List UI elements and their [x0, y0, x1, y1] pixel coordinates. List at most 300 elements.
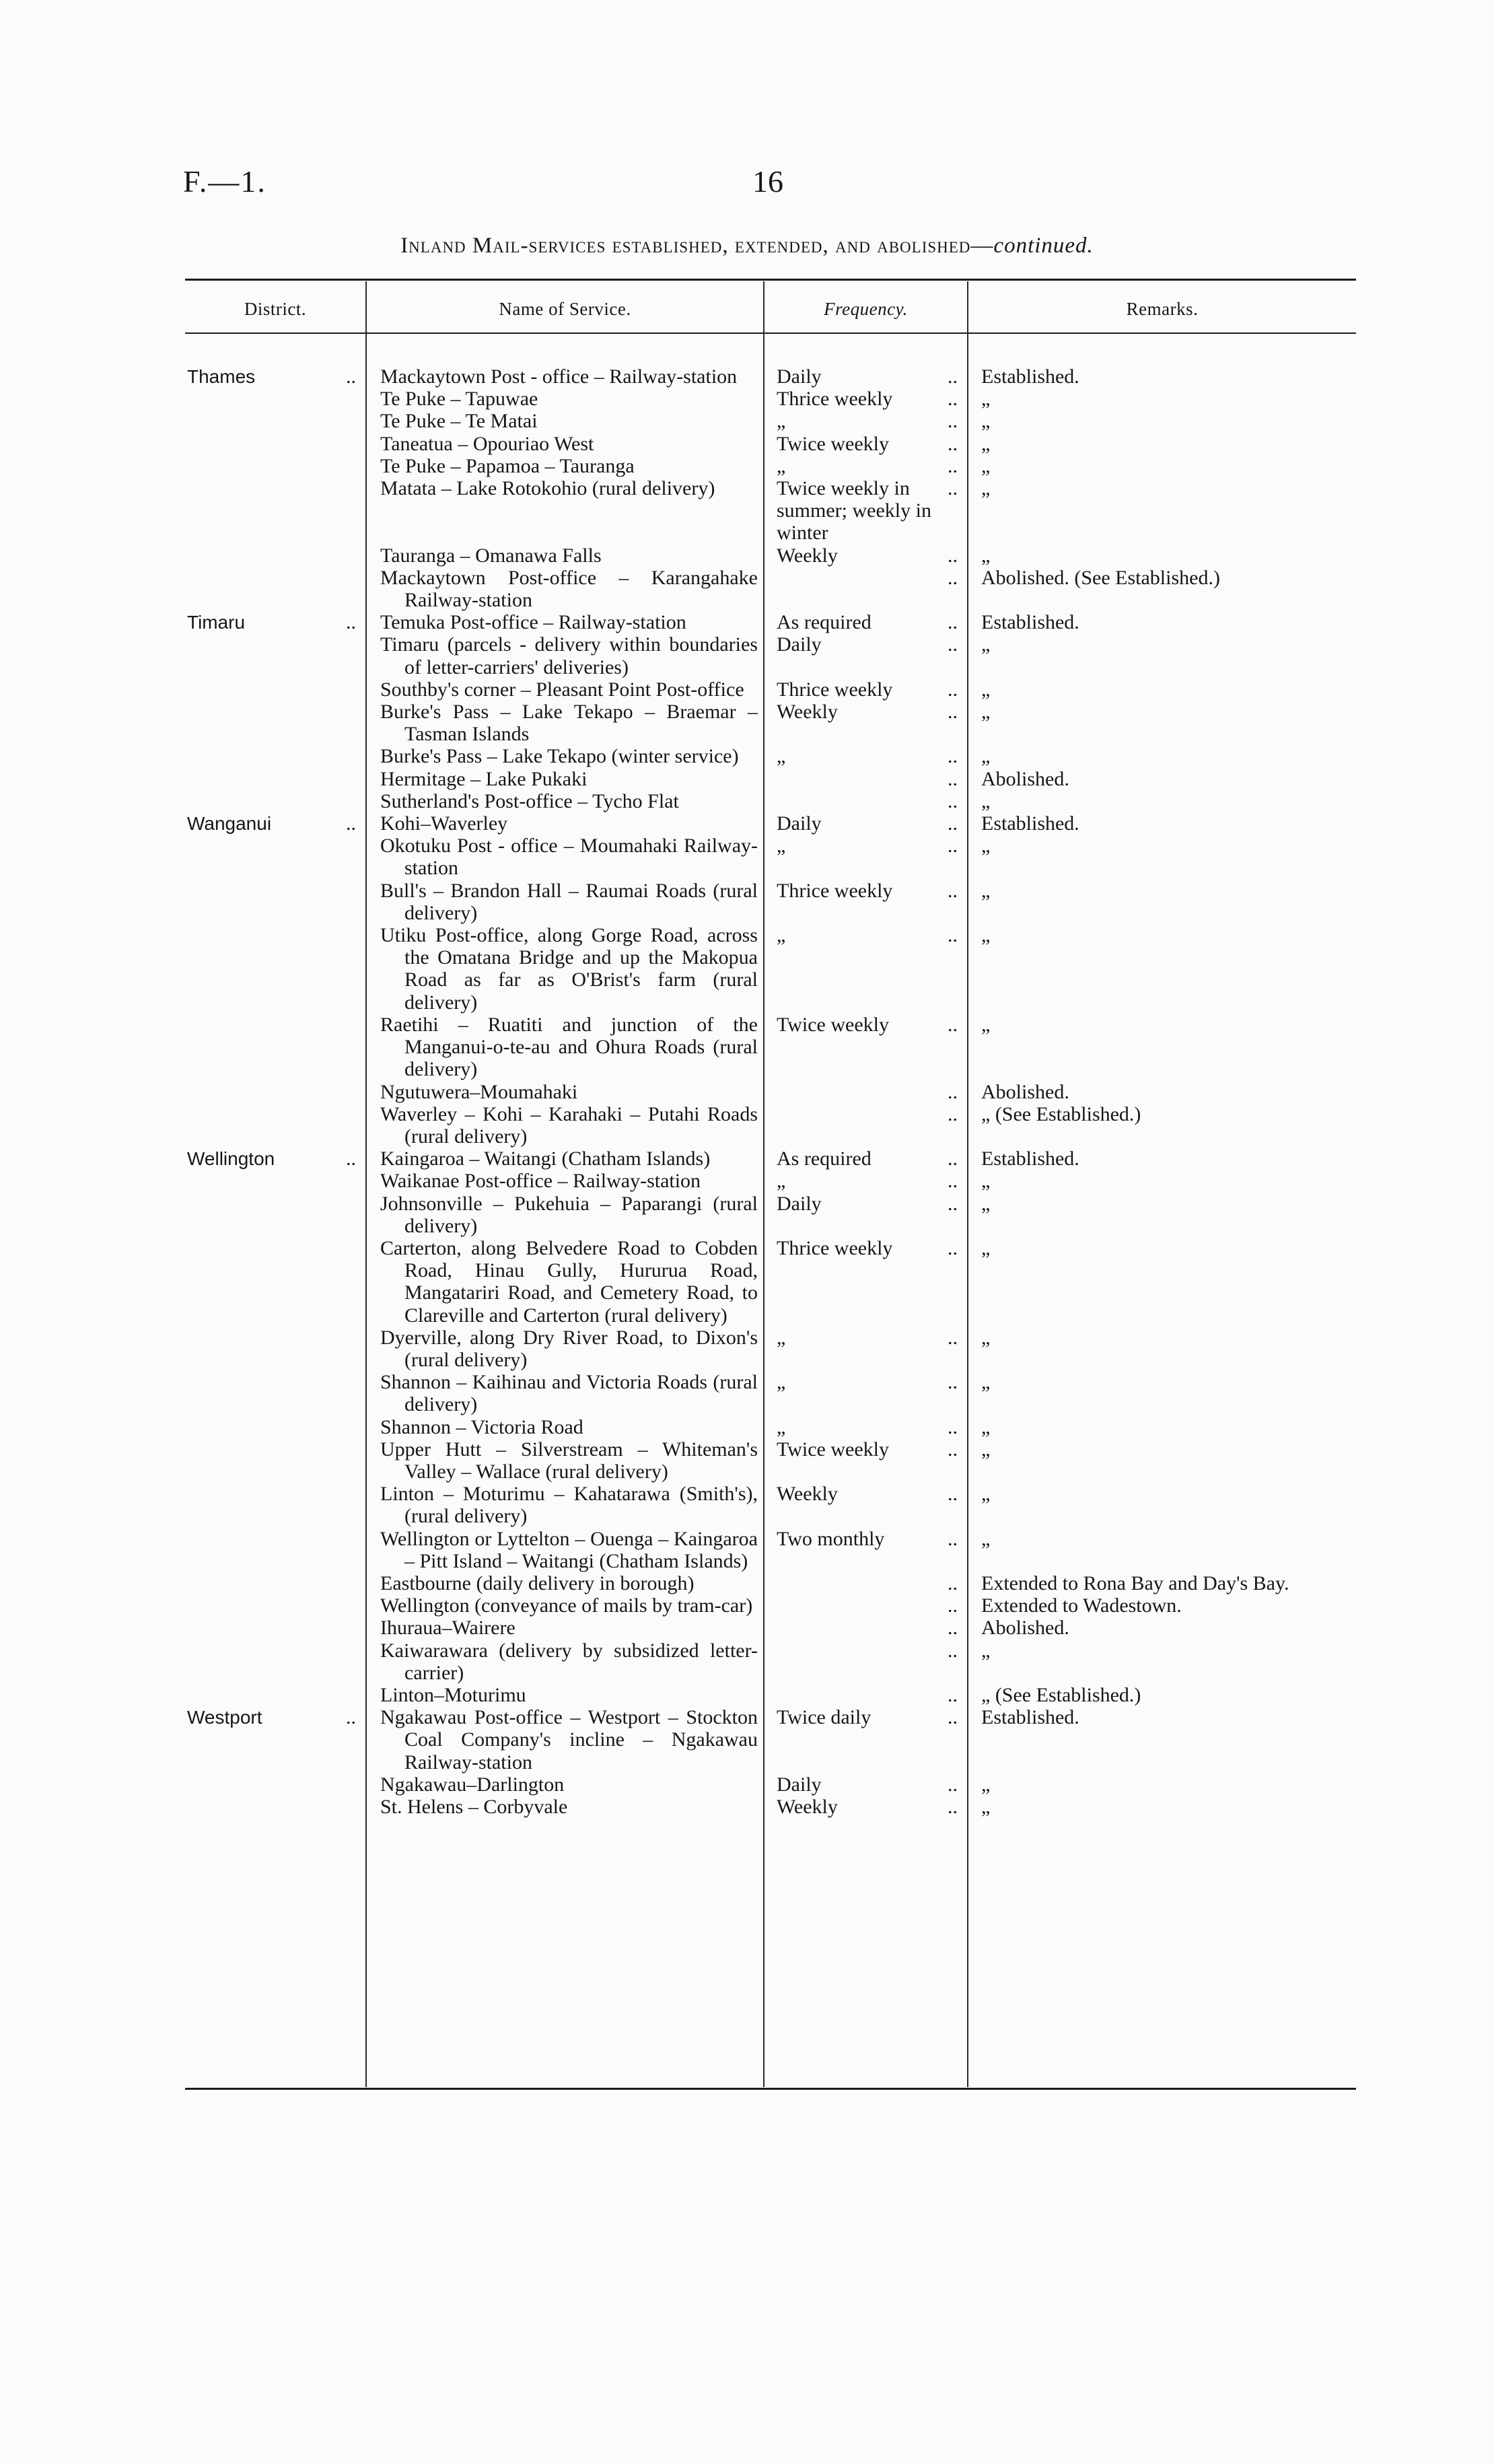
service-name: Bull's – Brandon Hall – Raumai Roads (rural delivery) — [380, 879, 758, 924]
remarks-cell — [967, 1684, 1356, 1706]
service-cell — [365, 1416, 763, 1438]
district-cell — [185, 365, 365, 388]
remarks-value: „ — [981, 633, 991, 656]
frequency-cell — [763, 1103, 967, 1148]
frequency-value: Thrice weekly — [777, 879, 893, 902]
remarks-value: „ — [981, 1527, 991, 1550]
leader-dots: .. — [948, 1683, 958, 1706]
service-cell — [365, 1640, 763, 1684]
leader-dots: .. — [948, 1326, 958, 1349]
remarks-cell — [967, 1572, 1356, 1594]
remarks-cell — [967, 433, 1356, 455]
service-name: Waikanae Post-office – Railway-station — [380, 1170, 701, 1193]
remarks-cell — [967, 567, 1356, 611]
page-number: 16 — [752, 164, 783, 199]
table-row — [185, 1170, 1356, 1192]
service-name: Sutherland's Post-office – Tycho Flat — [380, 789, 679, 812]
frequency-value: As required — [777, 611, 872, 634]
service-cell — [365, 745, 763, 767]
table-row — [185, 1528, 1356, 1572]
district-cell — [185, 835, 365, 879]
frequency-cell — [763, 455, 967, 477]
remarks-value: „ — [981, 924, 991, 947]
remarks-value: „ — [981, 879, 991, 902]
frequency-cell — [763, 924, 967, 1014]
service-name: Taneatua – Opouriao West — [380, 432, 594, 455]
remarks-cell — [967, 1014, 1356, 1081]
table-row — [185, 1014, 1356, 1081]
table-row — [185, 1640, 1356, 1684]
service-cell — [365, 1014, 763, 1081]
service-cell — [365, 678, 763, 701]
district-name: Thames — [187, 366, 256, 387]
leader-dots: .. — [948, 1236, 958, 1259]
leader-dots: .. — [948, 1796, 958, 1818]
remarks-value: Established. — [981, 365, 1079, 388]
remarks-cell — [967, 410, 1356, 432]
service-cell — [365, 812, 763, 835]
service-cell — [365, 790, 763, 812]
service-cell — [365, 1684, 763, 1706]
remarks-cell — [967, 1706, 1356, 1773]
service-cell — [365, 1706, 763, 1773]
district-cell — [185, 1193, 365, 1237]
remarks-value: „ — [981, 1170, 991, 1193]
service-cell — [365, 365, 763, 388]
frequency-value: Weekly — [777, 1796, 838, 1818]
remarks-value: „ — [981, 1236, 991, 1259]
frequency-value: „ — [777, 745, 786, 768]
frequency-value: Thrice weekly — [777, 388, 893, 411]
remarks-value: „ (See Established.) — [981, 1683, 1141, 1706]
service-name: Mackaytown Post - office – Railway-station — [380, 365, 738, 388]
frequency-value: „ — [777, 1415, 786, 1438]
district-name: Westport — [187, 1707, 262, 1728]
frequency-cell — [763, 1483, 967, 1527]
frequency-value: Thrice weekly — [777, 678, 893, 701]
frequency-value: Daily — [777, 365, 822, 388]
remarks-cell — [967, 1081, 1356, 1103]
frequency-cell — [763, 678, 967, 701]
header-frequency: Frequency. — [824, 299, 908, 319]
table-row — [185, 745, 1356, 767]
frequency-cell — [763, 880, 967, 924]
leader-dots: .. — [948, 1438, 958, 1460]
table-top-rule — [185, 279, 1356, 281]
remarks-value: „ — [981, 1438, 991, 1460]
service-name: Wellington or Lyttelton – Ouenga – Kaingaroa – Pitt Island – Waitangi (Chatham Islands) — [380, 1527, 758, 1572]
remarks-value: „ — [981, 544, 991, 567]
frequency-value: Daily — [777, 1192, 822, 1215]
leader-dots: .. — [948, 1170, 958, 1193]
remarks-cell — [967, 835, 1356, 879]
service-name: Linton–Moturimu — [380, 1683, 526, 1706]
remarks-value: „ — [981, 701, 991, 724]
remarks-value: „ — [981, 678, 991, 701]
remarks-cell — [967, 1773, 1356, 1796]
district-cell — [185, 1594, 365, 1617]
leader-dots: .. — [948, 544, 958, 567]
district-cell — [185, 1014, 365, 1081]
service-cell — [365, 1237, 763, 1327]
leader-dots: .. — [948, 701, 958, 724]
remarks-value: „ — [981, 1639, 991, 1662]
district-cell — [185, 678, 365, 701]
leader-dots: .. — [948, 454, 958, 477]
remarks-cell — [967, 678, 1356, 701]
service-cell — [365, 633, 763, 678]
frequency-cell — [763, 1617, 967, 1639]
table-row — [185, 1237, 1356, 1327]
frequency-value: Daily — [777, 633, 822, 656]
remarks-cell — [967, 1170, 1356, 1192]
leader-dots: .. — [948, 365, 958, 388]
leader-dots: .. — [948, 924, 958, 947]
district-cell — [185, 1706, 365, 1773]
frequency-cell — [763, 790, 967, 812]
service-name: Raetihi – Ruatiti and junction of the Manganui-o-te-au and Ohura Roads (rural delivery) — [380, 1013, 758, 1081]
remarks-value: Established. — [981, 1706, 1079, 1729]
frequency-cell — [763, 1640, 967, 1684]
remarks-value: „ — [981, 835, 991, 857]
frequency-cell — [763, 1371, 967, 1415]
remarks-cell — [967, 768, 1356, 790]
service-name: Ngakawau Post-office – Westport – Stockton Coal Company's incline – Ngakawau Railway-station — [380, 1706, 758, 1773]
frequency-cell — [763, 812, 967, 835]
frequency-cell — [763, 1193, 967, 1237]
service-name: Matata – Lake Rotokohio (rural delivery) — [380, 477, 715, 500]
remarks-cell — [967, 1103, 1356, 1148]
remarks-value: „ — [981, 1326, 991, 1349]
remarks-value: Established. — [981, 611, 1079, 634]
service-cell — [365, 1371, 763, 1415]
leader-dots: .. — [948, 678, 958, 701]
frequency-value: Twice weekly in summer; weekly in winter — [777, 477, 931, 544]
frequency-cell — [763, 1148, 967, 1170]
service-cell — [365, 544, 763, 567]
remarks-cell — [967, 701, 1356, 745]
district-cell — [185, 410, 365, 432]
service-name: Southby's corner – Pleasant Point Post-office — [380, 678, 744, 701]
table-row — [185, 1572, 1356, 1594]
service-name: Ngakawau–Darlington — [380, 1773, 565, 1796]
district-cell — [185, 1237, 365, 1327]
frequency-cell — [763, 701, 967, 745]
table-row — [185, 1438, 1356, 1483]
frequency-cell — [763, 745, 967, 767]
service-cell — [365, 1148, 763, 1170]
district-cell — [185, 1103, 365, 1148]
frequency-cell — [763, 477, 967, 544]
table-row — [185, 455, 1356, 477]
service-name: Shannon – Kaihinau and Victoria Roads (rural delivery) — [380, 1371, 758, 1416]
service-cell — [365, 1170, 763, 1192]
table-row — [185, 544, 1356, 567]
remarks-value: „ — [981, 1371, 991, 1394]
page-reference: F.—1. — [183, 164, 266, 199]
leader-dots: .. — [948, 1483, 958, 1506]
leader-dots: .. — [948, 879, 958, 902]
frequency-cell — [763, 768, 967, 790]
service-cell — [365, 1483, 763, 1527]
service-name: Utiku Post-office, along Gorge Road, across the Omatana Bridge and up the Makopua Road as far as O'Brist's farm (rural delivery) — [380, 924, 758, 1014]
frequency-cell — [763, 1416, 967, 1438]
frequency-value: „ — [777, 924, 786, 947]
remarks-value: „ — [981, 1796, 991, 1818]
district-cell — [185, 745, 365, 767]
leader-dots: .. — [948, 1639, 958, 1662]
leader-dots: .. — [948, 410, 958, 433]
leader-dots: .. — [948, 789, 958, 812]
frequency-cell — [763, 1014, 967, 1081]
table-bottom-rule — [185, 2088, 1356, 2090]
leader-dots: .. — [346, 1706, 356, 1729]
table-row — [185, 567, 1356, 611]
frequency-cell — [763, 633, 967, 678]
service-name: Shannon – Victoria Road — [380, 1415, 583, 1438]
remarks-cell — [967, 812, 1356, 835]
leader-dots: .. — [346, 611, 356, 634]
frequency-value: Thrice weekly — [777, 1236, 893, 1259]
remarks-cell — [967, 388, 1356, 410]
district-cell — [185, 1617, 365, 1639]
district-cell — [185, 1170, 365, 1192]
frequency-value: Weekly — [777, 701, 838, 724]
leader-dots: .. — [948, 1415, 958, 1438]
frequency-cell — [763, 1594, 967, 1617]
district-name: Wellington — [187, 1148, 275, 1170]
remarks-value: „ — [981, 454, 991, 477]
remarks-value: Abolished. — [981, 1080, 1069, 1103]
frequency-value: Twice daily — [777, 1706, 872, 1729]
district-cell — [185, 611, 365, 633]
remarks-cell — [967, 1528, 1356, 1572]
service-cell — [365, 388, 763, 410]
frequency-cell — [763, 365, 967, 388]
district-cell — [185, 633, 365, 678]
service-name: Timaru (parcels - delivery within boundaries of letter-carriers' deliveries) — [380, 633, 758, 678]
frequency-cell — [763, 1081, 967, 1103]
district-cell — [185, 1081, 365, 1103]
remarks-value: „ — [981, 1013, 991, 1036]
frequency-cell — [763, 544, 967, 567]
frequency-cell — [763, 1796, 967, 1818]
service-name: Okotuku Post - office – Moumahaki Railway-station — [380, 835, 758, 880]
frequency-cell — [763, 1706, 967, 1773]
district-cell — [185, 1416, 365, 1438]
leader-dots: .. — [948, 1080, 958, 1103]
frequency-cell — [763, 1237, 967, 1327]
service-cell — [365, 611, 763, 633]
remarks-value: Abolished. (See Established.) — [981, 566, 1220, 589]
frequency-cell — [763, 611, 967, 633]
district-name: Timaru — [187, 612, 246, 633]
leader-dots: .. — [948, 1617, 958, 1640]
table-row — [185, 477, 1356, 544]
remarks-cell — [967, 1594, 1356, 1617]
leader-dots: .. — [346, 812, 356, 835]
table-row — [185, 1103, 1356, 1148]
service-name: Hermitage – Lake Pukaki — [380, 767, 588, 790]
district-cell — [185, 1684, 365, 1706]
frequency-cell — [763, 388, 967, 410]
service-name: Waverley – Kohi – Karahaki – Putahi Roads (rural delivery) — [380, 1102, 758, 1148]
table-row — [185, 1416, 1356, 1438]
frequency-value: Daily — [777, 1773, 822, 1796]
district-cell — [185, 567, 365, 611]
district-name: Wanganui — [187, 813, 272, 835]
district-cell — [185, 812, 365, 835]
remarks-value: „ (See Established.) — [981, 1102, 1141, 1125]
table-row — [185, 701, 1356, 745]
remarks-cell — [967, 1483, 1356, 1527]
frequency-cell — [763, 433, 967, 455]
table-body — [185, 365, 1356, 1818]
leader-dots: .. — [948, 1013, 958, 1036]
service-cell — [365, 1438, 763, 1483]
leader-dots: .. — [948, 1102, 958, 1125]
service-name: Te Puke – Tapuwae — [380, 388, 538, 411]
remarks-cell — [967, 1327, 1356, 1371]
service-name: Kaiwarawara (delivery by subsidized letter-carrier) — [380, 1639, 758, 1684]
table-row — [185, 433, 1356, 455]
service-cell — [365, 1594, 763, 1617]
leader-dots: .. — [948, 1706, 958, 1729]
table-row — [185, 1081, 1356, 1103]
district-cell — [185, 701, 365, 745]
service-name: Johnsonville – Pukehuia – Paparangi (rural delivery) — [380, 1192, 758, 1237]
service-name: Ihuraua–Wairere — [380, 1617, 515, 1640]
service-cell — [365, 1528, 763, 1572]
table-row — [185, 1483, 1356, 1527]
header-remarks: Remarks. — [1126, 299, 1199, 319]
frequency-cell — [763, 835, 967, 879]
frequency-value: Twice weekly — [777, 1438, 889, 1460]
service-name: Wellington (conveyance of mails by tram-car) — [380, 1594, 753, 1617]
leader-dots: .. — [948, 611, 958, 634]
leader-dots: .. — [948, 812, 958, 835]
table-row — [185, 1706, 1356, 1773]
table-row — [185, 678, 1356, 701]
leader-dots: .. — [948, 1773, 958, 1796]
service-name: Temuka Post-office – Railway-station — [380, 611, 686, 634]
service-name: Mackaytown Post-office – Karangahake Railway-station — [380, 566, 758, 612]
leader-dots: .. — [948, 388, 958, 411]
service-name: Eastbourne (daily delivery in borough) — [380, 1572, 695, 1594]
frequency-cell — [763, 1773, 967, 1796]
remarks-value: „ — [981, 1415, 991, 1438]
frequency-cell — [763, 567, 967, 611]
remarks-value: „ — [981, 410, 991, 433]
service-cell — [365, 1617, 763, 1639]
remarks-cell — [967, 1438, 1356, 1483]
table-row — [185, 365, 1356, 388]
service-name: Carterton, along Belvedere Road to Cobden Road, Hinau Gully, Hururua Road, Mangatariri Road, and Cemetery Road, to Clareville and Carterton (rural delivery) — [380, 1236, 758, 1327]
frequency-value: „ — [777, 1326, 786, 1349]
leader-dots: .. — [948, 633, 958, 656]
service-name: Linton – Moturimu – Kahatarawa (Smith's), (rural delivery) — [380, 1483, 758, 1528]
district-cell — [185, 544, 365, 567]
leader-dots: .. — [346, 365, 356, 388]
frequency-value: „ — [777, 1170, 786, 1193]
remarks-cell — [967, 455, 1356, 477]
service-cell — [365, 1081, 763, 1103]
table-row — [185, 1148, 1356, 1170]
frequency-value: „ — [777, 835, 786, 857]
remarks-cell — [967, 544, 1356, 567]
remarks-cell — [967, 1416, 1356, 1438]
district-cell — [185, 1773, 365, 1796]
remarks-value: Abolished. — [981, 767, 1069, 790]
remarks-value: „ — [981, 789, 991, 812]
remarks-value: „ — [981, 1192, 991, 1215]
table-row — [185, 835, 1356, 879]
table-row — [185, 410, 1356, 432]
service-cell — [365, 701, 763, 745]
remarks-value: „ — [981, 745, 991, 768]
leader-dots: .. — [948, 835, 958, 857]
frequency-cell — [763, 410, 967, 432]
district-cell — [185, 768, 365, 790]
leader-dots: .. — [948, 566, 958, 589]
remarks-cell — [967, 1193, 1356, 1237]
table-row — [185, 924, 1356, 1014]
district-cell — [185, 1483, 365, 1527]
remarks-cell — [967, 1148, 1356, 1170]
service-cell — [365, 433, 763, 455]
district-cell — [185, 433, 365, 455]
district-cell — [185, 388, 365, 410]
service-name: Burke's Pass – Lake Tekapo – Braemar – Tasman Islands — [380, 701, 758, 746]
district-cell — [185, 455, 365, 477]
frequency-cell — [763, 1528, 967, 1572]
leader-dots: .. — [948, 1148, 958, 1170]
frequency-value: Weekly — [777, 1483, 838, 1506]
leader-dots: .. — [948, 477, 958, 500]
remarks-value: „ — [981, 477, 991, 500]
district-cell — [185, 477, 365, 544]
service-cell — [365, 477, 763, 544]
remarks-cell — [967, 1371, 1356, 1415]
remarks-value: Abolished. — [981, 1617, 1069, 1640]
remarks-cell — [967, 1237, 1356, 1327]
service-cell — [365, 1572, 763, 1594]
frequency-value: „ — [777, 454, 786, 477]
frequency-value: Twice weekly — [777, 432, 889, 455]
table-header-rule — [185, 332, 1356, 334]
leader-dots: .. — [948, 432, 958, 455]
district-cell — [185, 1572, 365, 1594]
service-cell — [365, 1193, 763, 1237]
district-cell — [185, 1148, 365, 1170]
remarks-value: „ — [981, 1483, 991, 1506]
frequency-value: Twice weekly — [777, 1013, 889, 1036]
district-cell — [185, 1796, 365, 1818]
table-row — [185, 1773, 1356, 1796]
title-continued: continued. — [993, 234, 1094, 258]
service-cell — [365, 924, 763, 1014]
frequency-value: „ — [777, 410, 786, 433]
service-cell — [365, 1103, 763, 1148]
table-row — [185, 790, 1356, 812]
leader-dots: .. — [948, 1572, 958, 1594]
service-name: Ngutuwera–Moumahaki — [380, 1080, 578, 1103]
table-row — [185, 812, 1356, 835]
table-row — [185, 1371, 1356, 1415]
remarks-value: Established. — [981, 812, 1079, 835]
leader-dots: .. — [948, 767, 958, 790]
table-row — [185, 633, 1356, 678]
